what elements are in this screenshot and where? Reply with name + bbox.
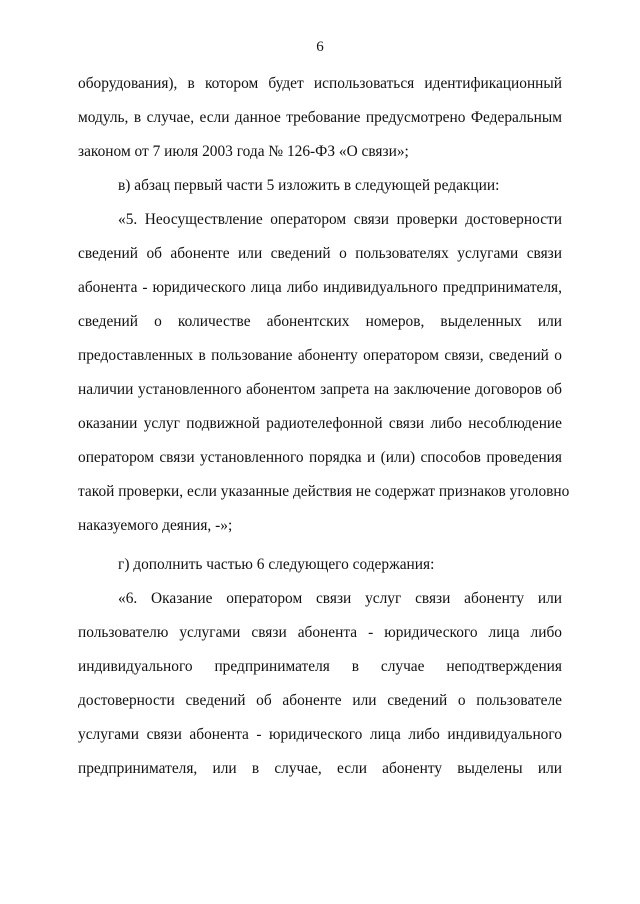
text-line: такой проверки, если указанные действия не содержат признаков уголовно <box>78 483 570 500</box>
text-line: оказании услуг подвижной радиотелефонной связи либо несоблюдение <box>78 415 562 432</box>
text-line: законом от 7 июля 2003 года № 126-ФЗ «О связи»; <box>78 143 409 160</box>
page-number: 6 <box>316 39 324 55</box>
text-line: пользователю услугами связи абонента - юридического лица либо <box>78 624 562 641</box>
text-line: абонента - юридического лица либо индивидуального предпринимателя, <box>78 279 562 296</box>
text-line: наказуемого деяния, -»; <box>78 517 233 534</box>
text-line: предоставленных в пользование абоненту оператором связи, сведений о <box>78 347 562 364</box>
text-line: г) дополнить частью 6 следующего содержания: <box>118 556 435 573</box>
text-line: модуль, в случае, если данное требование предусмотрено Федеральным <box>78 109 562 126</box>
text-line: «5. Неосуществление оператором связи проверки достоверности <box>118 211 562 228</box>
text-line: в) абзац первый части 5 изложить в следующей редакции: <box>118 177 500 194</box>
text-line: наличии установленного абонентом запрета на заключение договоров об <box>78 381 562 398</box>
text-line: оборудования), в котором будет использоваться идентификационный <box>78 75 562 92</box>
text-line: достоверности сведений об абоненте или сведений о пользователе <box>78 692 562 709</box>
text-line: «6. Оказание оператором связи услуг связи абоненту или <box>118 590 562 607</box>
text-line: сведений о количестве абонентских номеров, выделенных или <box>78 313 562 330</box>
text-line: оператором связи установленного порядка и (или) способов проведения <box>78 449 562 466</box>
text-line: услугами связи абонента - юридического лица либо индивидуального <box>78 726 562 743</box>
text-line: сведений об абоненте или сведений о пользователях услугами связи <box>78 245 562 262</box>
text-line: индивидуального предпринимателя в случае неподтверждения <box>78 658 562 675</box>
text-line: предпринимателя, или в случае, если абоненту выделены или <box>78 760 562 777</box>
